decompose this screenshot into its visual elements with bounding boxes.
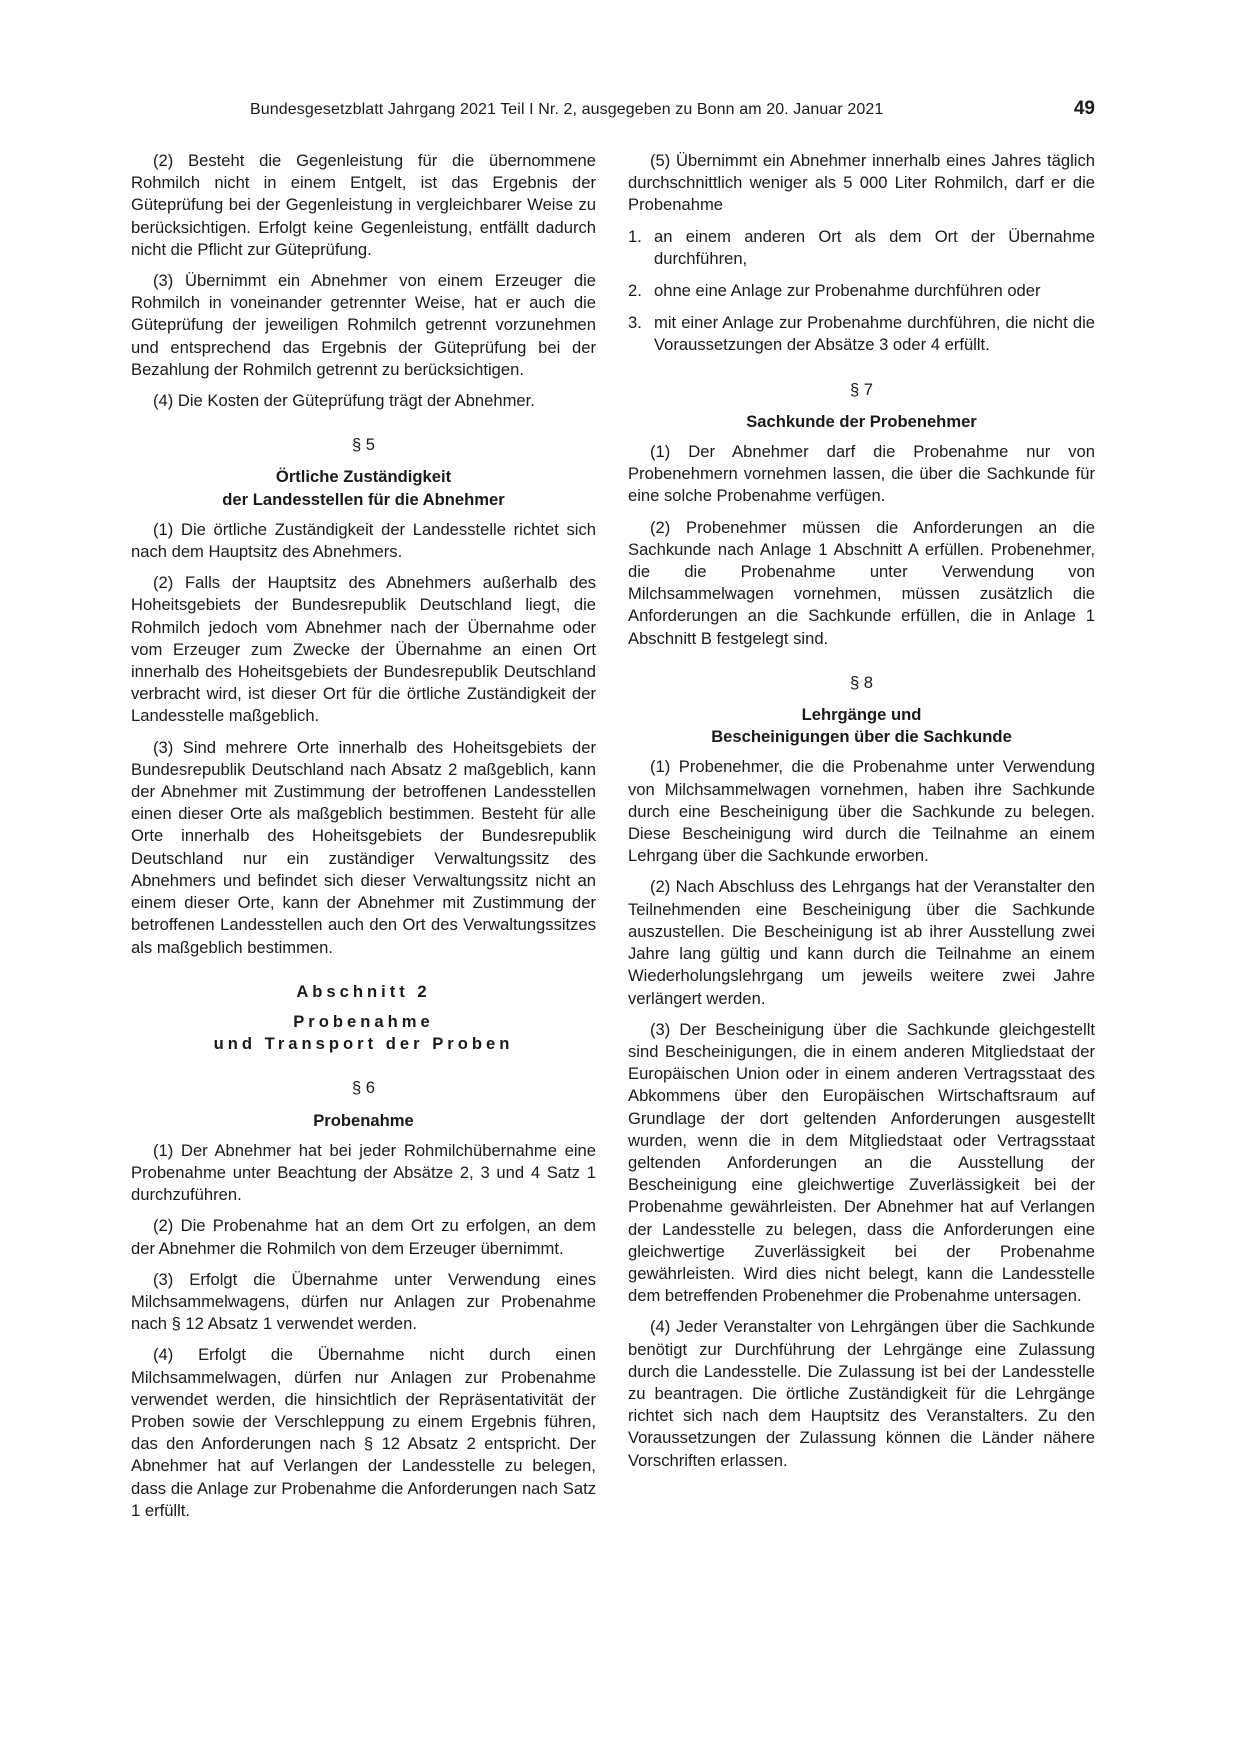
paragraph: (4) Die Kosten der Güteprüfung trägt der Abnehmer. <box>153 391 535 411</box>
list-number: 3. <box>628 313 642 333</box>
section-number: § 6 <box>351 1078 376 1098</box>
paragraph: (2) Probenehmer müssen die Anforderungen an die Sachkunde nach Anlage 1 Abschnitt A erfüllen. Probenehmer, die die Probenahme unter Verwendung von Milchsammelwagen vornehmen, müssen zusätzlich die Anforderungen an die Sachkunde erfüllen, die in Anlage 1 Abschnitt B festgelegt sind. <box>628 517 1095 648</box>
gazette-header: Bundesgesetzblatt Jahrgang 2021 Teil I Nr. 2, ausgegeben zu Bonn am 20. Januar 2021 <box>250 101 884 118</box>
list-text: mit einer Anlage zur Probenahme durchführen, die nicht die Voraussetzungen der Absätze 3 oder 4 erfüllt. <box>654 313 1095 355</box>
paragraph: (3) Der Bescheinigung über die Sachkunde gleichgestellt sind Bescheinigungen, die in einem anderen Mitgliedstaat der Europäischen Union oder in einem anderen Vertragsstaat des Abkommens über den Europäischen Wirtschaftsraum auf Grundlage der dort geltenden Anforderungen ausgestellt wurden, wenn die in dem Mitgliedstaat oder Vertragsstaat geltenden Anforderungen an die Ausstellung der Bescheinigung eine gleichwertige Zuverlässigkeit bei der Probenahme gewährleisten. Der Abnehmer hat auf Verlangen der Landesstelle zu belegen, dass die Anforderungen eine gleichwertige Zuverlässigkeit bei der Probenahme gewährleisten. Wird dies nicht belegt, kann die Landesstelle dem betreffenden Probenehmer die Probenahme untersagen. <box>628 1019 1095 1306</box>
section-number: § 5 <box>351 435 376 455</box>
chapter-heading: Abschnitt 2 <box>296 981 431 1001</box>
chapter-title-line: Probenahme <box>293 1011 434 1031</box>
section-number: § 8 <box>849 672 874 692</box>
paragraph: (4) Erfolgt die Übernahme nicht durch einen Milchsammelwagen, dürfen nur Anlagen zur Probenahme verwendet werden, die hinsichtlich der Repräsentativität der Proben sowie der Verschleppung zu einem Ergebnis führen, das den Anforderungen nach § 12 Absatz 2 entspricht. Der Abnehmer hat auf Verlangen der Landesstelle zu belegen, dass die Anlage zur Probenahme die Anforderungen nach Satz 1 erfüllt. <box>131 1345 596 1520</box>
list-item <box>628 312 1095 356</box>
paragraph: (1) Die örtliche Zuständigkeit der Landesstelle richtet sich nach dem Hauptsitz des Abnehmers. <box>131 519 596 562</box>
section-title: Probenahme <box>313 1110 414 1130</box>
right-column <box>628 150 1095 1481</box>
chapter-title <box>131 1011 596 1055</box>
left-column <box>131 150 596 1531</box>
paragraph: (3) Übernimmt ein Abnehmer von einem Erzeuger die Rohmilch in voneinander getrennter Weise, hat er auch die Güteprüfung der jeweiligen Rohmilch getrennt vorzunehmen und entsprechend das Ergebnis der Güteprüfung bei der Bezahlung der Rohmilch getrennt zu berücksichtigen. <box>131 271 596 379</box>
list-item <box>628 280 1095 302</box>
paragraph: (2) Die Probenahme hat an dem Ort zu erfolgen, an dem der Abnehmer die Rohmilch von dem Erzeuger übernimmt. <box>131 1216 596 1258</box>
page-number: 49 <box>1073 98 1095 119</box>
section-title <box>628 704 1095 748</box>
paragraph: (3) Sind mehrere Orte innerhalb des Hoheitsgebiets der Bundesrepublik Deutschland nach Absatz 2 maßgeblich, kann der Abnehmer mit Zustimmung der betroffenen Landesstellen einen dieser Orte als maßgeblich bestimmen. Besteht für alle Orte innerhalb des Hoheitsgebiets der Bundesrepublik Deutschland nur ein zuständiger Verwaltungssitz des Abnehmers und befindet sich dieser Verwaltungssitz nicht an einem dieser Orte, kann der Abnehmer mit Zustimmung der betroffenen Landesstellen auch den Ort des Verwaltungssitzes als maßgeblich bestimmen. <box>131 737 596 957</box>
section-title-line: Lehrgänge und <box>801 705 922 725</box>
chapter-title-line: und Transport der Proben <box>213 1034 514 1054</box>
paragraph: (5) Übernimmt ein Abnehmer innerhalb eines Jahres täglich durchschnittlich weniger als 5 000 Liter Rohmilch, darf er die Probenahme <box>628 151 1095 215</box>
list-number: 2. <box>628 281 642 301</box>
section-title <box>131 466 596 510</box>
paragraph: (2) Falls der Hauptsitz des Abnehmers außerhalb des Hoheitsgebiets der Bundesrepublik Deutschland liegt, die Rohmilch jedoch vom Abnehmer nach der Übernahme oder vom Erzeuger zum Zwecke der Übernahme an einen Ort innerhalb des Hoheitsgebiets der Bundesrepublik Deutschland verbracht wird, ist dieser Ort für die örtliche Zuständigkeit der Landesstelle maßgeblich. <box>131 573 596 726</box>
list-number: 1. <box>628 226 642 246</box>
section-title-line: der Landesstellen für die Abnehmer <box>222 489 505 509</box>
paragraph: (2) Nach Abschluss des Lehrgangs hat der Veranstalter den Teilnehmenden eine Bescheinigung über die Sachkunde auszustellen. Die Bescheinigung ist ab ihrer Ausstellung zwei Jahre lang gültig und kann durch die Teilnahme an einem Wiederholungslehrgang um jeweils weitere zwei Jahre verlängert werden. <box>628 877 1095 1008</box>
paragraph: (1) Der Abnehmer hat bei jeder Rohmilchübernahme eine Probenahme unter Beachtung der Absätze 2, 3 und 4 Satz 1 durchzuführen. <box>131 1140 596 1205</box>
paragraph: (1) Der Abnehmer darf die Probenahme nur von Probenehmern vornehmen lassen, die über die Sachkunde für eine solche Probenahme verfügen. <box>628 442 1095 506</box>
section-title: Sachkunde der Probenehmer <box>746 411 977 431</box>
list-text: ohne eine Anlage zur Probenahme durchführen oder <box>654 281 1041 301</box>
page-header <box>0 100 1241 130</box>
list-text: an einem anderen Ort als dem Ort der Übernahme durchführen, <box>654 226 1095 268</box>
list-item <box>628 226 1095 270</box>
section-number: § 7 <box>849 379 874 399</box>
paragraph: (1) Probenehmer, die die Probenahme unter Verwendung von Milchsammelwagen vornehmen, haben ihre Sachkunde durch eine Bescheinigung über die Sachkunde zu belegen. Diese Bescheinigung wird durch die Teilnahme an einem Lehrgang über die Sachkunde erworben. <box>628 757 1095 866</box>
section-title-line: Bescheinigungen über die Sachkunde <box>711 727 1012 747</box>
paragraph: (2) Besteht die Gegenleistung für die übernommene Rohmilch nicht in einem Entgelt, ist das Ergebnis der Güteprüfung bei der Gegenleistung in vergleichbarer Weise zu berücksichtigen. Erfolgt keine Gegenleistung, entfällt dadurch nicht die Pflicht zur Güteprüfung. <box>131 151 596 259</box>
section-title-line: Örtliche Zuständigkeit <box>275 467 452 487</box>
paragraph: (4) Jeder Veranstalter von Lehrgängen über die Sachkunde benötigt zur Durchführung der Lehrgänge eine Zulassung durch die Landesstelle. Die Zulassung ist bei der Landesstelle zu beantragen. Die örtliche Zuständigkeit für die Lehrgänge richtet sich nach dem Hauptsitz des Veranstalters. Zu den Voraussetzungen der Zulassung können die Länder nähere Vorschriften erlassen. <box>628 1317 1095 1470</box>
paragraph: (3) Erfolgt die Übernahme unter Verwendung eines Milchsammelwagens, dürfen nur Anlagen zur Probenahme nach § 12 Absatz 1 verwendet werden. <box>131 1269 596 1334</box>
